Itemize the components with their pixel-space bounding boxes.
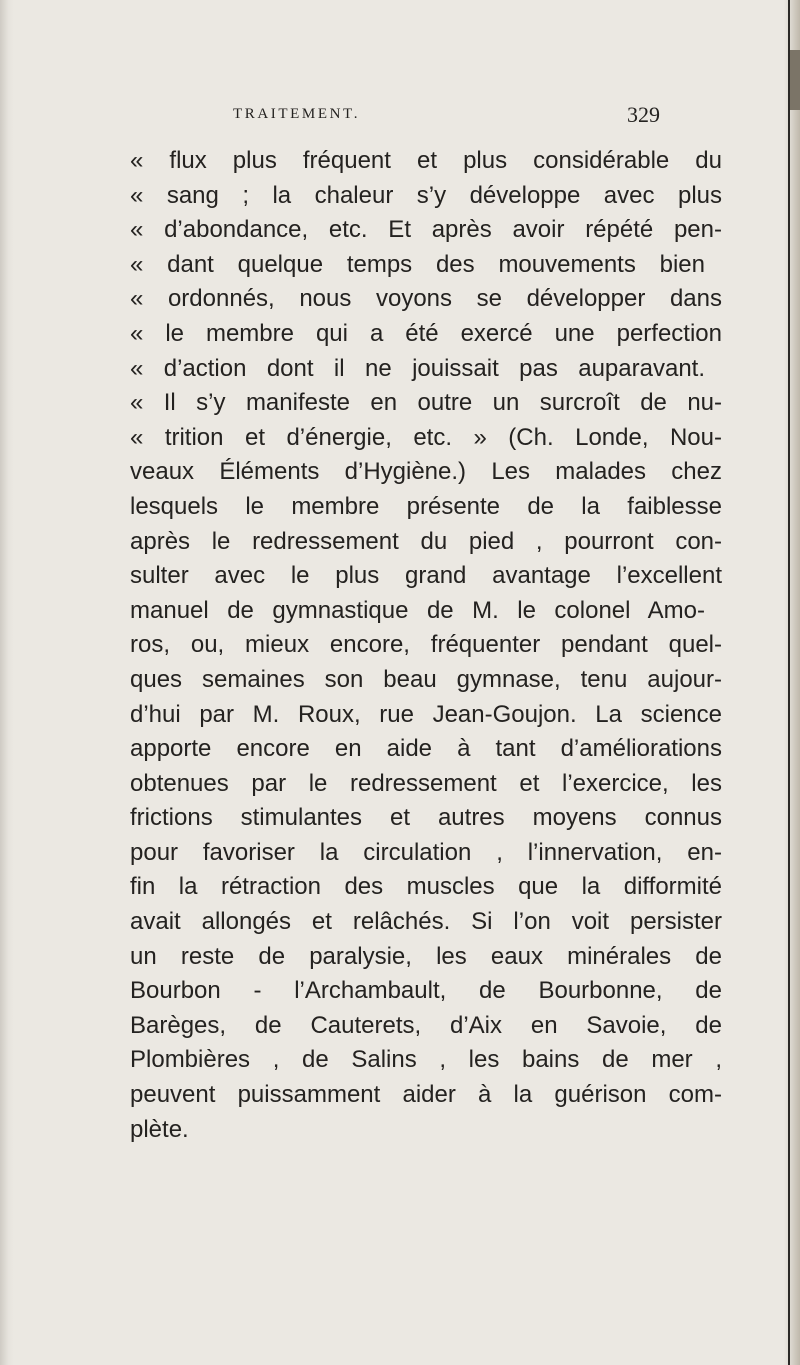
text-line: avait allongés et relâchés. Si l’on voit persister: [130, 908, 722, 936]
text-line: Plombières , de Salins , les bains de mer ,: [130, 1046, 722, 1074]
text-line: d’hui par M. Roux, rue Jean-Goujon. La science: [130, 700, 722, 728]
text-line: « dant quelque temps des mouvements bien: [130, 250, 705, 278]
text-line: « d’abondance, etc. Et après avoir répété pen-: [130, 216, 722, 244]
text-line: un reste de paralysie, les eaux minérales de: [130, 942, 722, 970]
text-line: frictions stimulantes et autres moyens connus: [130, 804, 722, 832]
text-line: veaux Éléments d’Hygiène.) Les malades chez: [130, 458, 722, 486]
page-tab-mark: [790, 50, 800, 110]
text-line: après le redressement du pied , pourront con-: [130, 527, 722, 555]
text-line: « le membre qui a été exercé une perfection: [130, 319, 722, 347]
text-line: obtenues par le redressement et l’exercice, les: [130, 769, 722, 797]
page-right-edge: [784, 0, 800, 1365]
text-line: ros, ou, mieux encore, fréquenter pendant quel-: [130, 631, 722, 659]
text-line: Barèges, de Cauterets, d’Aix en Savoie, de: [130, 1011, 722, 1039]
body-text: [130, 144, 722, 1147]
text-line: « sang ; la chaleur s’y développe avec plus: [130, 181, 722, 209]
text-line: « flux plus fréquent et plus considérable du: [130, 147, 722, 174]
text-line: « ordonnés, nous voyons se développer dans: [130, 285, 722, 313]
text-line: plète.: [130, 1115, 189, 1143]
text-line: apporte encore en aide à tant d’améliorations: [130, 735, 722, 763]
text-line: peuvent puissamment aider à la guérison com-: [130, 1081, 722, 1109]
text-line: sulter avec le plus grand avantage l’excellent: [130, 562, 722, 590]
text-line: lesquels le membre présente de la faiblesse: [130, 492, 722, 520]
page-left-edge: [0, 0, 14, 1365]
text-line: ques semaines son beau gymnase, tenu aujour-: [130, 665, 722, 693]
running-head-title: TRAITEMENT.: [233, 106, 361, 122]
text-line: « Il s’y manifeste en outre un surcroît de nu-: [130, 389, 722, 417]
text-line: « d’action dont il ne jouissait pas auparavant.: [130, 354, 705, 382]
text-line: pour favoriser la circulation , l’innervation, en-: [130, 838, 722, 866]
text-line: « trition et d’énergie, etc. » (Ch. Londe, Nou-: [130, 423, 722, 451]
text-line: manuel de gymnastique de M. le colonel Amo-: [130, 596, 705, 624]
page-number: 329: [627, 102, 660, 127]
binding-shadow-line: [788, 0, 790, 1365]
running-head: [140, 102, 660, 132]
text-line: Bourbon - l’Archambault, de Bourbonne, de: [130, 977, 722, 1005]
text-line: fin la rétraction des muscles que la difformité: [130, 873, 722, 901]
